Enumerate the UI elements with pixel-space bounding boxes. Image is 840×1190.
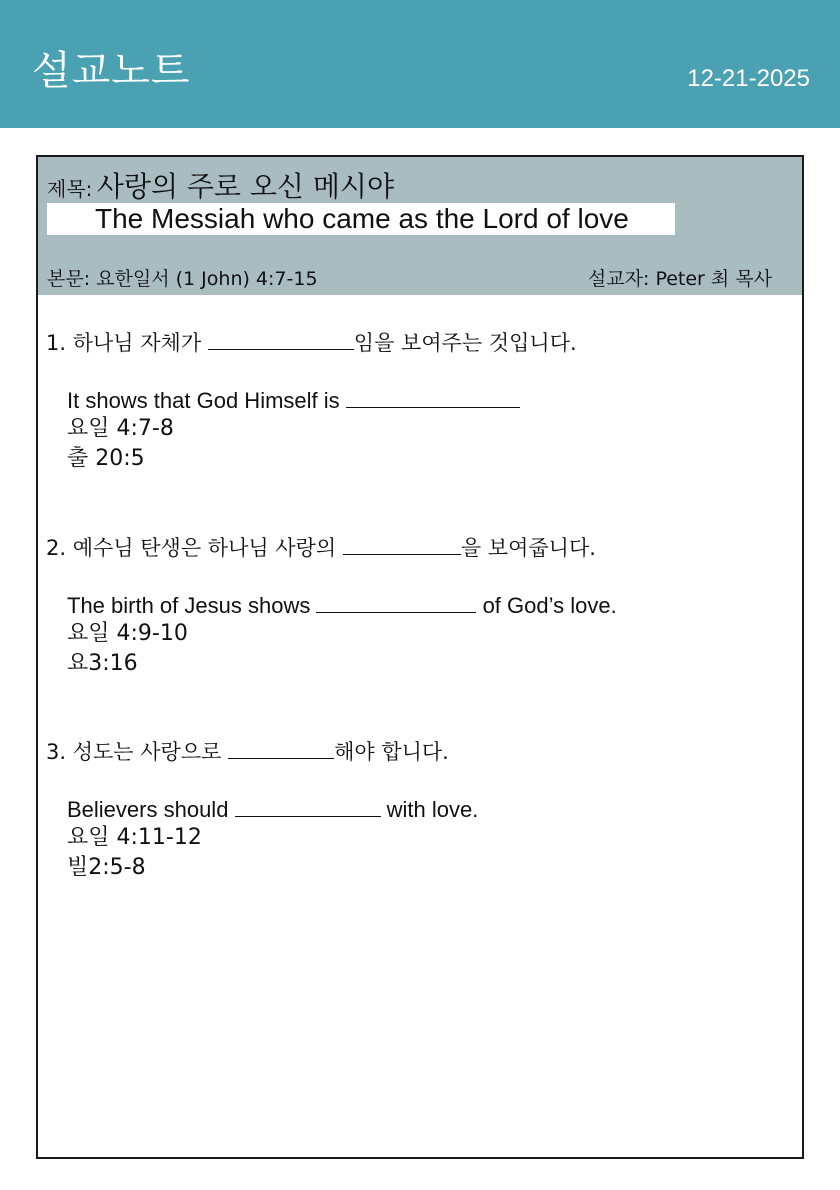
preacher — [588, 264, 772, 291]
bible-reference: 출 20:5 — [67, 446, 145, 471]
top-banner — [0, 0, 840, 128]
scripture-label: 본문: — [47, 268, 91, 290]
preacher-label: 설교자: — [587, 268, 650, 290]
point-english-after: of God’s love. — [476, 593, 617, 618]
sermon-title-english-box — [47, 203, 675, 235]
point-text-before: 2. 예수님 탄생은 하나님 사랑의 — [46, 536, 343, 560]
point-text-after: 임을 보여주는 것입니다. — [353, 331, 577, 355]
fill-in-blank[interactable] — [316, 592, 476, 613]
scripture-text: 요한일서 (1 John) 4:7-15 — [96, 268, 318, 290]
sermon-note-box — [36, 155, 804, 1159]
sermon-title-english: The Messiah who came as the Lord of love — [95, 203, 629, 234]
point-text-after: 을 보여줍니다. — [460, 536, 596, 560]
scripture-reference — [47, 264, 318, 291]
sermon-header — [38, 157, 802, 295]
point-korean — [46, 738, 786, 765]
point-text-before: 3. 성도는 사랑으로 — [46, 740, 229, 764]
title-label: 제목: — [47, 177, 93, 201]
fill-in-blank[interactable] — [228, 738, 334, 759]
preacher-name: Peter 최 목사 — [655, 268, 772, 290]
point-english-after: with love. — [380, 797, 479, 822]
bible-reference: 요일 4:11-12 — [67, 825, 202, 850]
sermon-point-1 — [46, 329, 786, 474]
bible-reference: 요일 4:9-10 — [67, 621, 188, 646]
point-english-before: The birth of Jesus shows — [67, 593, 317, 618]
sermon-date: 12-21-2025 — [687, 65, 810, 92]
point-english — [46, 796, 786, 823]
point-english-before: Believers should — [67, 797, 235, 822]
point-text-before: 1. 하나님 자체가 — [46, 331, 208, 355]
bible-reference: 빌2:5-8 — [67, 855, 146, 880]
point-english-before: It shows that God Himself is — [67, 388, 346, 413]
sermon-title-row — [47, 165, 394, 205]
point-english — [46, 592, 786, 619]
sermon-point-2 — [46, 534, 786, 679]
point-korean — [46, 329, 786, 356]
page-title: 설교노트 — [32, 48, 191, 94]
point-english — [46, 387, 786, 414]
bible-reference: 요일 4:7-8 — [67, 416, 174, 441]
bible-reference: 요3:16 — [67, 651, 138, 676]
fill-in-blank[interactable] — [346, 387, 520, 408]
point-text-after: 해야 합니다. — [334, 740, 449, 764]
fill-in-blank[interactable] — [343, 534, 461, 555]
point-korean — [46, 534, 786, 561]
fill-in-blank[interactable] — [208, 329, 354, 350]
sermon-point-3 — [46, 738, 786, 883]
fill-in-blank[interactable] — [235, 796, 381, 817]
sermon-title-korean: 사랑의 주로 오신 메시야 — [96, 170, 395, 203]
